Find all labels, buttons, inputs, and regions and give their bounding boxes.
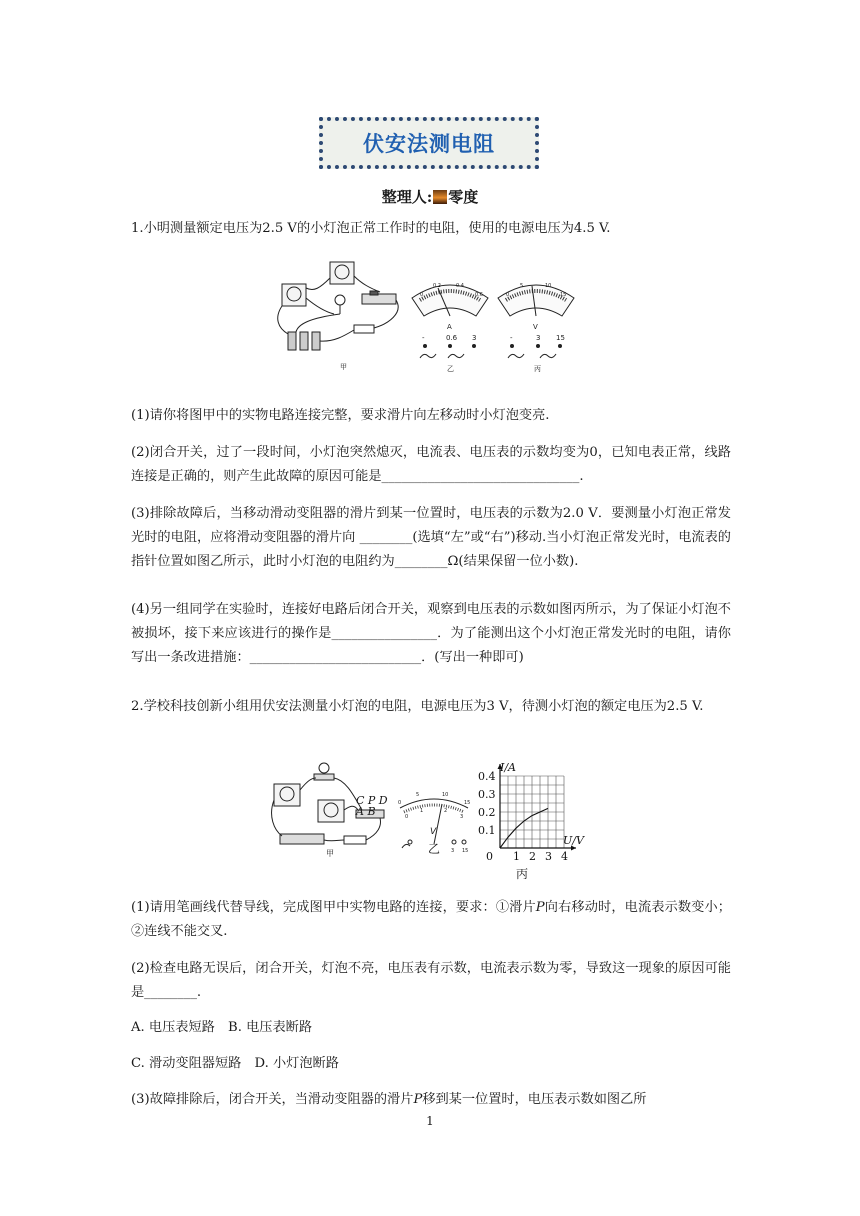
q1-part-1: (1)请你将图甲中的实物电路连接完整，要求滑片向左移动时小灯泡变亮. bbox=[131, 408, 550, 423]
q2-label-jia: 甲 bbox=[326, 849, 334, 858]
q2-part-3 bbox=[131, 1088, 731, 1112]
q2-label-yi: 乙 bbox=[428, 842, 441, 856]
q2-switch-icon bbox=[344, 836, 366, 844]
q2-battery-icon bbox=[280, 834, 324, 844]
rheostat-top-labels: C P D bbox=[356, 794, 388, 807]
iu-chart-ticks bbox=[478, 770, 568, 863]
q2-bulb-icon bbox=[319, 763, 329, 773]
ammeter-scale-1: 0.2 bbox=[433, 283, 441, 289]
q2-part-3-b: 移到某一位置时，电压表示数如图乙所 bbox=[422, 1092, 647, 1107]
y-tick-label: 0.4 bbox=[478, 770, 496, 783]
q2-vscale-2: 10 bbox=[442, 792, 449, 798]
bulb-icon bbox=[335, 295, 345, 305]
organizer-prefix: 整理人: bbox=[381, 188, 433, 206]
q1-circuit-jia bbox=[278, 262, 398, 350]
sunset-logo-icon bbox=[433, 190, 447, 204]
q1-label-yi: 乙 bbox=[447, 365, 454, 373]
organizer-line bbox=[0, 186, 860, 207]
ammeter-scale-0: 0 bbox=[420, 292, 424, 298]
q2-vscale-0: 0 bbox=[398, 800, 402, 806]
q2-vinner-2: 2 bbox=[444, 808, 448, 814]
x-tick-label: 1 bbox=[513, 850, 520, 863]
y-tick-label: 0.1 bbox=[478, 824, 496, 837]
switch-icon bbox=[354, 325, 374, 333]
rheostat-bottom-labels: A B bbox=[356, 805, 376, 818]
voltmeter-scale-3: 15 bbox=[560, 292, 567, 298]
organizer-name: 零度 bbox=[448, 188, 479, 206]
voltmeter-scale-1: 5 bbox=[520, 283, 524, 289]
ammeter-term-06: 0.6 bbox=[446, 334, 458, 342]
ammeter-terminal-icon bbox=[423, 344, 427, 348]
battery-icon bbox=[288, 332, 296, 350]
q1-voltmeter-dial bbox=[498, 283, 574, 358]
ammeter-scale-2: 0.4 bbox=[456, 283, 464, 289]
x-tick-label: 2 bbox=[529, 850, 536, 863]
q2-part-3-a: (3)故障排除后，闭合开关，当滑动变阻器的滑片 bbox=[131, 1092, 414, 1107]
q2-term-15: 15 bbox=[462, 848, 469, 854]
iu-chart-grid bbox=[500, 776, 564, 848]
q2-part-3-var: P bbox=[413, 1092, 423, 1107]
q1-figure bbox=[270, 258, 590, 380]
q2-part-2: (2)检查电路无误后，闭合开关，灯泡不亮，电压表有示数，电流表示数为零，导致这一现象的原因可能是________. bbox=[131, 961, 731, 1000]
q2-vscale-1: 5 bbox=[416, 792, 420, 798]
q2-option-ab: A. 电压表短路 B. 电压表断路 bbox=[131, 1020, 313, 1035]
voltmeter-scale-2: 10 bbox=[545, 283, 552, 289]
y-tick-label: 0.3 bbox=[478, 788, 496, 801]
y-tick-label: 0.2 bbox=[478, 806, 496, 819]
q2-part-1-b: 向右移动时，电流表示数变小；②连线不能交叉. bbox=[131, 900, 731, 939]
q1-stem: 1.小明测量额定电压为2.5 V的小灯泡正常工作时的电阻，使用的电源电压为4.5 V. bbox=[131, 221, 611, 236]
q2-voltmeter-needle-icon bbox=[434, 804, 442, 844]
q2-stem: 2.学校科技创新小组用伏安法测量小灯泡的电阻，电源电压为3 V，待测小灯泡的额定电压为2.5 V. bbox=[131, 699, 704, 714]
q2-part-1-a: (1)请用笔画线代替导线，完成图甲中实物电路的连接，要求：①滑片 bbox=[131, 900, 536, 915]
iu-chart-ylabel: I/A bbox=[500, 761, 516, 774]
ammeter-unit: A bbox=[447, 323, 452, 331]
q2-rheostat-labels bbox=[356, 795, 388, 817]
voltmeter-term-3: 3 bbox=[536, 334, 541, 342]
x-tick-label: 3 bbox=[545, 850, 552, 863]
x-tick-label: 0 bbox=[486, 850, 493, 863]
ammeter-scale-3: 0.6 bbox=[475, 292, 483, 298]
ammeter-minus: - bbox=[422, 334, 425, 342]
page-number: 1 bbox=[426, 1114, 434, 1128]
q1-ammeter-dial bbox=[412, 283, 488, 358]
page-title: 伏安法测电阻 bbox=[363, 131, 495, 156]
q2-vinner-3: 3 bbox=[460, 814, 464, 820]
q2-label-bing: 丙 bbox=[516, 867, 529, 881]
q1-part-3: (3)排除故障后，当移动滑动变阻器的滑片到某一位置时，电压表的示数为2.0 V．要测量小灯泡正常发光时的电阻，应将滑动变阻器的滑片向 ________(选填“左”或“右”)移动.当小灯泡正常发光时，电流表的指针位置如图乙所示，此时小灯泡的电阻约为________Ω(结果保留一位小数). bbox=[131, 506, 731, 569]
q1-label-jia: 甲 bbox=[340, 363, 347, 371]
iu-chart bbox=[478, 758, 600, 866]
q1-part-4: (4)另一组同学在实验时，连接好电路后闭合开关，观察到电压表的示数如图丙所示，为了保证小灯泡不被损坏，接下来应该进行的操作是________________．为了能测出这个小灯泡正常发光时的电阻，请你写出一条改进措施：__________________________．(写出一种即可) bbox=[131, 602, 731, 665]
q2-terminal-icon bbox=[408, 840, 412, 844]
q2-part-1 bbox=[131, 896, 731, 944]
voltmeter-term-15: 15 bbox=[556, 334, 565, 342]
q1-part-2: (2)闭合开关，过了一段时间，小灯泡突然熄灭，电流表、电压表的示数均变为0，已知电表正常，线路连接是正确的，则产生此故障的原因可能是______________________________. bbox=[131, 445, 731, 484]
q2-vscale-3: 15 bbox=[464, 800, 471, 806]
voltmeter-minus: - bbox=[510, 334, 513, 342]
q2-voltmeter-unit: V bbox=[430, 827, 437, 837]
voltmeter-scale-0: 0 bbox=[506, 292, 510, 298]
q2-option-cd: C. 滑动变阻器短路 D. 小灯泡断路 bbox=[131, 1056, 339, 1071]
q2-vinner-1: 1 bbox=[420, 808, 424, 814]
title-box bbox=[319, 117, 539, 169]
ammeter-term-3: 3 bbox=[472, 334, 477, 342]
q1-label-bing: 丙 bbox=[534, 365, 541, 373]
rheostat-icon bbox=[362, 294, 396, 304]
q2-vinner-0: 0 bbox=[405, 814, 409, 820]
x-tick-label: 4 bbox=[561, 850, 568, 863]
q2-part-1-var: P bbox=[535, 900, 545, 915]
iu-chart-xlabel: U/V bbox=[563, 834, 584, 847]
q2-term-3: 3 bbox=[451, 848, 455, 854]
voltmeter-unit: V bbox=[533, 323, 538, 331]
